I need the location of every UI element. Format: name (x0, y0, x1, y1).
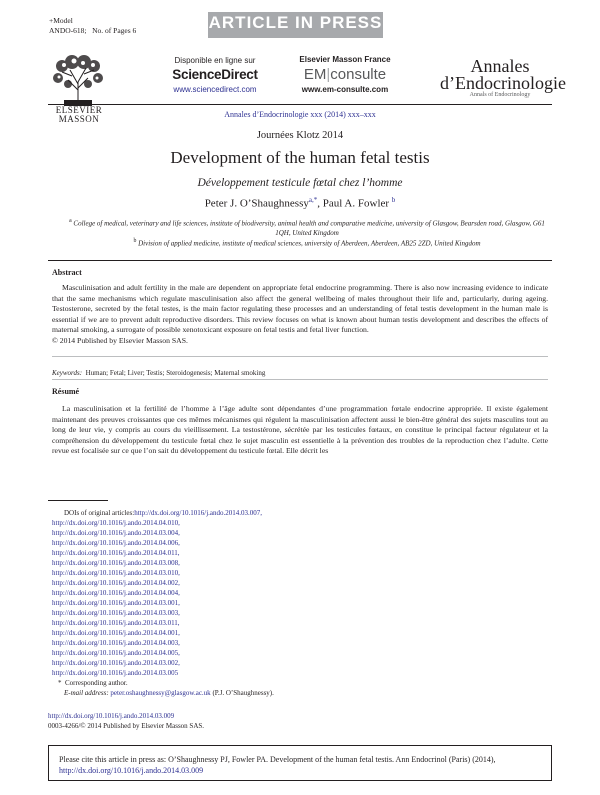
elsevier-tree-logo (50, 52, 106, 108)
doi-link[interactable]: http://dx.doi.org/10.1016/j.ando.2014.04.004, (52, 589, 180, 597)
article-title: Development of the human fetal testis (170, 148, 430, 167)
model-label: +Model (49, 16, 73, 25)
doi-link[interactable]: http://dx.doi.org/10.1016/j.ando.2014.03.005 (52, 669, 179, 677)
masson-word: MASSON (58, 114, 100, 124)
resume-text: La masculinisation et la fertilité de l’homme à l’âge adulte sont dépendantes d’une programmation fœtale endocrine appropriée. Il existe également maintenant des preuves croissantes que ces mêmes mécanismes qui régulent la masculinisation affectent aussi le bien-être général des sujets masculins tout au long de leur vie, y compris au cours du vieillissement. La testostérone, sécrétée par les testicules fœtaux, en constitue le principal facteur régulateur et la compréhension du développement du testicule fœtal chez le sujet masculin est essentielle à la prévention des troubles de la reproduction chez l’adulte. Cette revue est focalisée sur ce que l’on sait du développement du testicule fœtal. Elle décrit les (52, 404, 548, 455)
citation-doi-link[interactable]: http://dx.doi.org/10.1016/j.ando.2014.03.009 (59, 766, 204, 775)
header-divider (48, 104, 552, 105)
issn-line: 0003-4266/© 2014 Published by Elsevier Masson SAS. (48, 722, 205, 730)
email-note: E-mail address: peter.oshaughnessy@glasgow.ac.uk (P.J. O’Shaughnessy). (64, 689, 274, 697)
doi-link[interactable]: http://dx.doi.org/10.1016/j.ando.2014.04.011, (52, 549, 180, 557)
author-name: Paul A. Fowler (322, 197, 390, 210)
em-publisher-label: Elsevier Masson France (299, 55, 391, 64)
journal-logo-line2: d’Endocrinologie (440, 73, 566, 93)
keywords (52, 369, 265, 377)
affiliation-b: $^b$ Division of applied medicine, institute of medical sciences, university of Aberdeen, Aberdeen, AB25 2ZD, United Kingdom (133, 238, 481, 248)
resume-heading: Résumé (52, 387, 80, 396)
doi-link[interactable]: http://dx.doi.org/10.1016/j.ando.2014.04.010, (52, 519, 180, 527)
journal-logo-line1: Annales (470, 56, 530, 76)
abstract-copyright: © 2014 Published by Elsevier Masson SAS. (52, 336, 188, 345)
doi-link[interactable]: http://dx.doi.org/10.1016/j.ando.2014.04.006, (52, 539, 180, 547)
sciencedirect-link[interactable]: www.sciencedirect.com (173, 85, 257, 94)
journal-logo-subtitle: Annals of Endocrinology (469, 92, 531, 98)
doi-link[interactable]: http://dx.doi.org/10.1016/j.ando.2014.03.003, (52, 609, 180, 617)
manuscript-ref: ANDO-618; No. of Pages 6 (49, 26, 137, 35)
email-link[interactable]: peter.oshaughnessy@glasgow.ac.uk (110, 689, 211, 697)
em-consulte-link[interactable]: www.em-consulte.com (301, 85, 389, 94)
journal-reference-link[interactable]: Annales d’Endocrinologie xxx (2014) xxx–xxx (224, 110, 376, 119)
doi-link[interactable]: http://dx.doi.org/10.1016/j.ando.2014.04.001, (52, 629, 180, 637)
article-in-press-label: ARTICLE IN PRESS (208, 13, 383, 32)
doi-link[interactable]: http://dx.doi.org/10.1016/j.ando.2014.03.011, (52, 619, 180, 627)
doi-link[interactable]: http://dx.doi.org/10.1016/j.ando.2014.04.003, (52, 639, 180, 647)
article-subtitle: Développement testicule fœtal chez l’homme (197, 177, 403, 189)
elsevier-word: ELSEVIER (55, 105, 103, 115)
manuscript-header (49, 16, 136, 36)
abstract-text: Masculinisation and adult fertility in the male are dependent on appropriate fetal endocrine programming. There is also now increasing evidence to indicate that the same mechanisms which regulate masculinisation also affect the general wellbeing of males throughout their life and, particularly, during ageing. Testosterone, secreted by the fetal testes, is the main factor regulating these processes and an understanding of fetal testis development in the human male is essential if we are to prevent adult reproductive disorders. This review focuses on what is known about human testis development and describes the effects of maternal smoking, a surrogate of possible xenotoxicant exposure on fetal testis and fetal liver function. (52, 283, 548, 334)
doi-link[interactable]: http://dx.doi.org/10.1016/j.ando.2014.03.010, (52, 569, 180, 577)
corresponding-author-note: * Corresponding author. (58, 679, 128, 687)
abstract-divider (48, 260, 552, 261)
doi-link[interactable]: http://dx.doi.org/10.1016/j.ando.2014.03.007, (134, 509, 263, 517)
author-list: Peter J. O’Shaughnessy$^{a,*}$, Paul A. Fowler $^b$ (204, 196, 396, 210)
sciencedirect-logo: ScienceDirect (172, 67, 258, 82)
author-affiliation-mark[interactable]: a,* (308, 196, 318, 204)
citation-text: Please cite this article in press as: O’Shaughnessy PJ, Fowler PA. Development of the human fetal testis. Ann Endocrinol (Paris) (2014), http://dx.doi.org/10.1016/j.ando.2014.03.009 (59, 755, 496, 775)
doi-footnote (52, 508, 352, 698)
author-affiliation-mark[interactable]: b (391, 196, 396, 204)
keywords-list: Human; Fetal; Liver; Testis; Steroidogenesis; Maternal smoking (85, 369, 266, 377)
doi-link[interactable]: http://dx.doi.org/10.1016/j.ando.2014.03.008, (52, 559, 180, 567)
affiliation-a: $^a$ College of medical, veterinary and life sciences, institute of biodiversity, animal health and comparative medicine, university of Glasgow, Bearsden road, Glasgow, G61 1QH, United Kingdom (69, 218, 545, 238)
article-doi-block (48, 711, 204, 731)
sd-available-label: Disponible en ligne sur (174, 56, 256, 65)
section-label: Journées Klotz 2014 (256, 130, 344, 141)
article-doi-link[interactable]: http://dx.doi.org/10.1016/j.ando.2014.03.009 (48, 712, 175, 720)
doi-link[interactable]: http://dx.doi.org/10.1016/j.ando.2014.03.001, (52, 599, 180, 607)
doi-link[interactable]: http://dx.doi.org/10.1016/j.ando.2014.04.002, (52, 579, 180, 587)
resume-divider (52, 379, 548, 380)
keywords-divider (52, 356, 548, 357)
author-name: Peter J. O’Shaughnessy (204, 197, 309, 210)
em-consulte-logo: EM|consulte (303, 66, 387, 83)
page-count: No. of Pages 6 (92, 26, 137, 35)
keywords-label: Keywords: (52, 369, 83, 377)
doi-footnote-first: DOIs of original articles:http://dx.doi.org/10.1016/j.ando.2014.03.007, (64, 509, 263, 517)
footnote-divider (48, 500, 108, 501)
doi-link[interactable]: http://dx.doi.org/10.1016/j.ando.2014.03.002, (52, 659, 180, 667)
doi-link[interactable]: http://dx.doi.org/10.1016/j.ando.2014.03.004, (52, 529, 180, 537)
doi-link[interactable]: http://dx.doi.org/10.1016/j.ando.2014.04.005, (52, 649, 180, 657)
journal-logo (440, 56, 566, 93)
abstract-heading: Abstract (52, 268, 82, 277)
